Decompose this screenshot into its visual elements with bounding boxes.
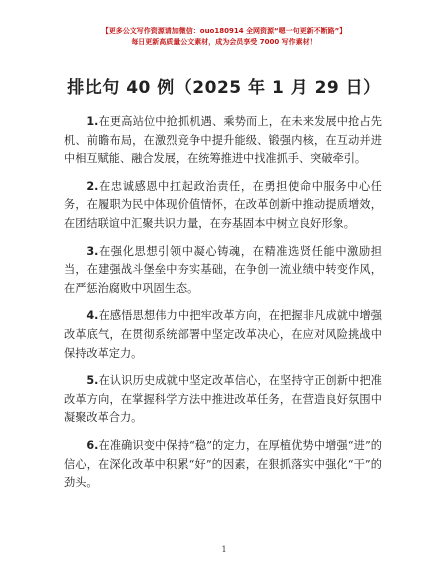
paragraph-number: 2. <box>86 179 99 193</box>
paragraph-5 <box>64 372 382 428</box>
paragraph-number: 6. <box>86 438 99 452</box>
paragraph-6 <box>64 437 382 493</box>
paragraph-number: 3. <box>86 244 99 258</box>
paragraph-3 <box>64 243 382 299</box>
document-title: 排比句 40 例（2025 年 1 月 29 日） <box>67 78 381 98</box>
header-line-2: 每日更新高质量公文素材，成为会员享受 7000 写作素材！ <box>131 38 317 46</box>
paragraph-text: 在忠诚感恩中扛起政治责任，在勇担使命中服务中心任务，在履职为民中体现价值情怀，在改革创新中推动提质增效，在团结联谊中汇聚共识力量，在夯基固本中树立良好形象。 <box>64 179 382 230</box>
header-banner <box>0 26 448 48</box>
paragraph-number: 1. <box>86 115 99 128</box>
paragraph-text: 在更高站位中抢抓机遇、乘势而上，在未来发展中抢占先机、前瞻布局，在激烈竞争中提升能级、锻强内核，在互动并进中相互赋能、融合发展，在统筹推进中找准抓手、突破牵引。 <box>64 115 382 166</box>
paragraph-text: 在感悟思想伟力中把牢改革方向，在把握非凡成就中增强改革底气，在贯彻系统部署中坚定改革决心，在应对风险挑战中保持改革定力。 <box>64 309 382 360</box>
paragraph-number: 5. <box>86 374 99 388</box>
paragraph-text: 在认识历史成就中坚定改革信心，在坚持守正创新中把准改革方向，在掌握科学方法中推进改革任务，在营造良好氛围中凝聚改革合力。 <box>64 374 382 425</box>
document-body <box>64 113 382 502</box>
paragraph-text: 在强化思想引领中凝心铸魂，在精准选贤任能中激励担当，在建强战斗堡垒中夯实基础，在争创一流业绩中转变作风，在严惩治腐败中巩固生态。 <box>64 244 382 295</box>
header-line-1: 【更多公文写作资源请加微信：ouo180914 全网资源“嗯一句更新不断路”】 <box>101 27 347 35</box>
paragraph-4 <box>64 307 382 363</box>
paragraph-1 <box>64 113 382 169</box>
paragraph-text: 在准确识变中保持“稳”的定力，在厚植优势中增强“进”的信心，在深化改革中积累“好”的因素，在狠抓落实中强化“干”的劲头。 <box>64 438 382 490</box>
paragraph-2 <box>64 178 382 234</box>
page-number: 1 <box>221 545 227 554</box>
paragraph-number: 4. <box>86 309 99 323</box>
